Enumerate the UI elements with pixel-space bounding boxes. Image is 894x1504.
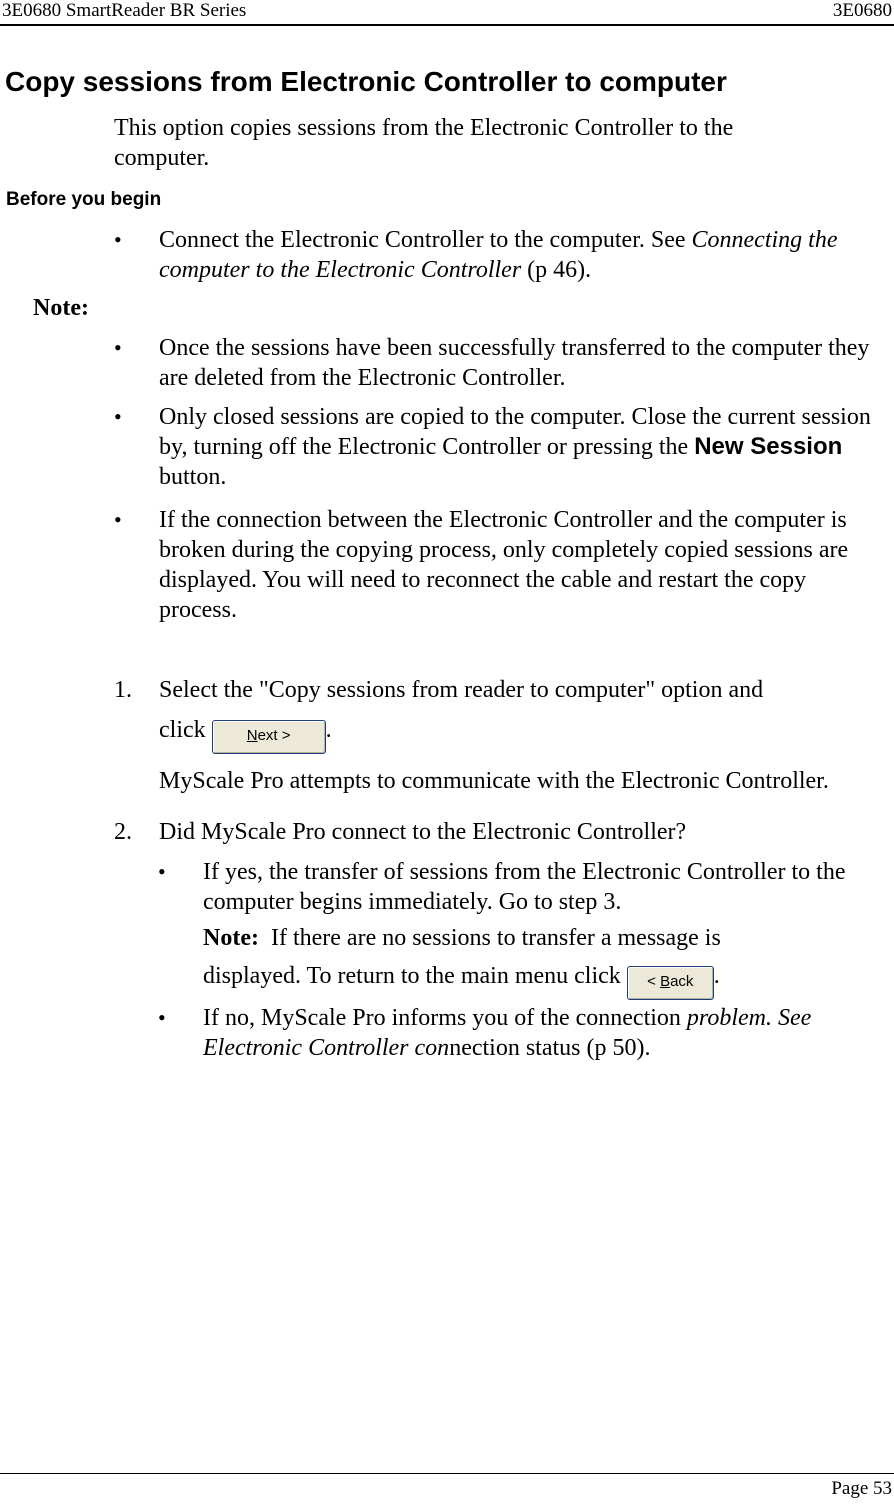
note-label: Note: — [203, 925, 259, 951]
cross-reference: Connecting the computer to the Electronic Controller — [159, 227, 838, 283]
header-divider — [0, 24, 894, 26]
step-text: Did MyScale Pro connect to the Electronic Controller? — [159, 819, 687, 845]
back-button[interactable]: < Back — [627, 966, 714, 1000]
cross-reference: problem. See Electronic Controller con — [203, 1005, 812, 1061]
bullet-text: If no, MyScale Pro informs you of the connection problem. See Electronic Controller connection status (p 50). — [203, 1005, 812, 1061]
bullet-icon: • — [114, 507, 122, 532]
bullet-text: Once the sessions have been successfully transferred to the computer they are deleted from the Electronic Controller. — [159, 335, 870, 391]
footer-divider — [0, 1473, 894, 1474]
step-number: 2. — [114, 819, 132, 845]
step-text: Select the "Copy sessions from reader to computer" option and click Next > . MyScale Pro attempts to communicate with the Electronic Controller. — [159, 675, 879, 796]
new-session-label: New Session — [694, 433, 843, 460]
bullet-icon: • — [114, 227, 122, 252]
bullet-text: Connect the Electronic Controller to the computer. See Connecting the computer to the Electronic Controller (p 46). — [159, 227, 838, 283]
page-number: Page 53 — [831, 1478, 892, 1499]
next-button[interactable]: Next > — [212, 720, 326, 754]
before-you-begin-heading: Before you begin — [6, 189, 162, 210]
intro-paragraph: This option copies sessions from the Electronic Controller to the computer. — [114, 115, 734, 171]
running-header-code: 3E0680 — [832, 0, 892, 21]
step-result: MyScale Pro attempts to communicate with the Electronic Controller. — [159, 768, 829, 794]
running-header-title: 3E0680 SmartReader BR Series — [2, 0, 247, 21]
bullet-icon: • — [158, 1005, 166, 1030]
bullet-text: If yes, the transfer of sessions from the Electronic Controller to the computer begins immediately. Go to step 3. Note: If there are no sessions to transfer a message is displayed. To return to the main menu click < Back . — [203, 857, 883, 1000]
note-label: Note: — [33, 295, 89, 321]
bullet-icon: • — [114, 404, 122, 429]
bullet-text: If the connection between the Electronic Controller and the computer is broken during the copying process, only completely copied sessions are displayed. You will need to reconnect the cable and restart the copy process. — [159, 507, 849, 623]
step-number: 1. — [114, 677, 132, 703]
bullet-icon: • — [114, 335, 122, 360]
bullet-text: Only closed sessions are copied to the computer. Close the current session by, turning off the Electronic Controller or pressing the New Session button. — [159, 404, 871, 490]
bullet-icon: • — [158, 859, 166, 884]
page-title: Copy sessions from Electronic Controller to computer — [5, 66, 727, 97]
